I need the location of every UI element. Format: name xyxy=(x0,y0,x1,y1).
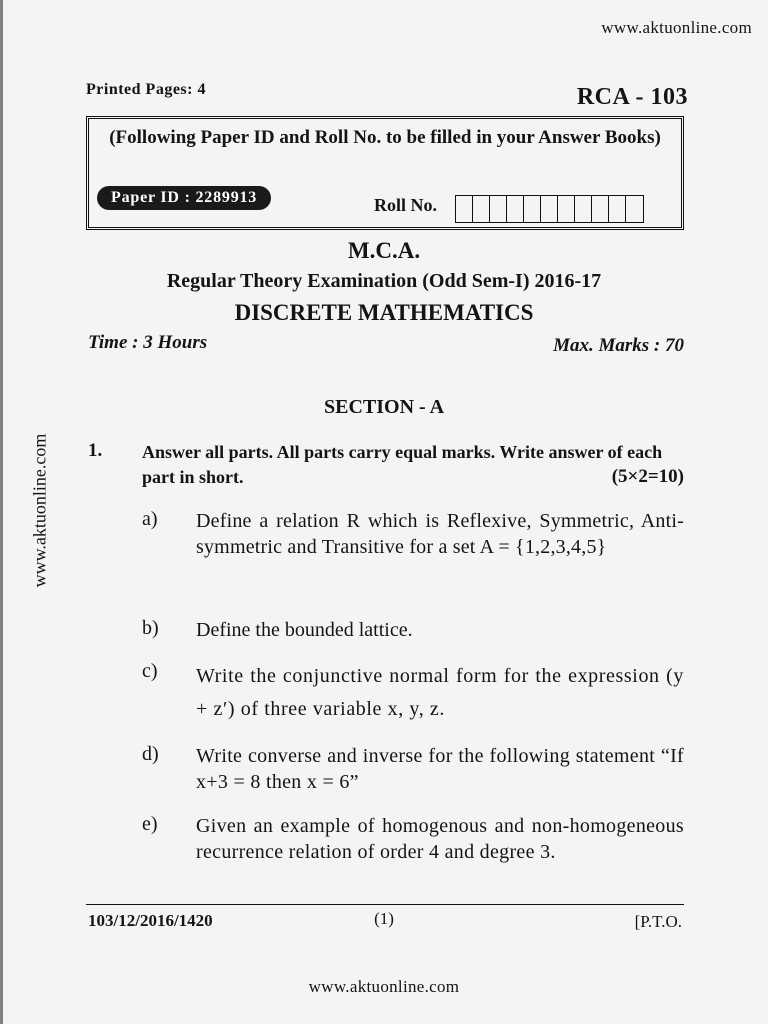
roll-number-box xyxy=(558,196,575,222)
watermark-side: www.aktuonline.com xyxy=(29,433,50,588)
roll-number-box xyxy=(490,196,507,222)
fill-instruction: (Following Paper ID and Roll No. to be filled in your Answer Books) xyxy=(109,127,661,148)
course-name: M.C.A. xyxy=(347,238,421,263)
section-title: SECTION - A xyxy=(323,396,445,418)
roll-number-box xyxy=(575,196,592,222)
part-label: a) xyxy=(142,508,158,530)
part-label: b) xyxy=(142,617,159,639)
footer-code: 103/12/2016/1420 xyxy=(88,911,213,930)
roll-number-box xyxy=(473,196,490,222)
page-number: (1) xyxy=(374,909,394,928)
part-text: Write the conjunctive normal form for the expression (y + z′) of three variable x, y, z. xyxy=(196,665,684,720)
question-number: 1. xyxy=(88,440,103,461)
max-marks: Max. Marks : 70 xyxy=(553,335,684,356)
part-text: Write converse and inverse for the following statement “If x+3 = 8 then x = 6” xyxy=(196,745,684,793)
paper-id-box xyxy=(86,116,684,230)
roll-number-box xyxy=(524,196,541,222)
paper-id-badge: Paper ID : 2289913 xyxy=(97,186,271,210)
roll-number-label: Roll No. xyxy=(374,195,437,215)
question-marks: (5×2=10) xyxy=(611,466,684,487)
roll-number-box xyxy=(507,196,524,222)
part-text: Given an example of homogenous and non-homogeneous recurrence relation of order 4 and degree 3. xyxy=(196,815,684,863)
paper-code: RCA - 103 xyxy=(576,84,688,110)
watermark-bottom: www.aktuonline.com xyxy=(308,977,460,996)
roll-number-box xyxy=(541,196,558,222)
exam-time: Time : 3 Hours xyxy=(88,332,208,353)
part-label: c) xyxy=(142,660,158,682)
question-instructions: Answer all parts. All parts carry equal marks. Write answer of each part in short. xyxy=(142,442,663,487)
roll-number-box xyxy=(592,196,609,222)
watermark-top: www.aktuonline.com xyxy=(601,18,752,37)
part-label: e) xyxy=(142,813,158,835)
part-label: d) xyxy=(142,743,159,765)
subject-title: DISCRETE MATHEMATICS xyxy=(234,300,534,325)
footer-rule xyxy=(86,904,684,905)
scan-edge xyxy=(0,0,3,1024)
part-text: Define the bounded lattice. xyxy=(196,619,413,641)
part-text: Define a relation R which is Reflexive, Symmetric, Anti-symmetric and Transitive for a set A = {1,2,3,4,5} xyxy=(196,510,684,558)
printed-pages: Printed Pages: 4 xyxy=(86,81,206,98)
roll-number-box xyxy=(609,196,626,222)
pto-note: [P.T.O. xyxy=(634,912,682,931)
exam-title: Regular Theory Examination (Odd Sem-I) 2016-17 xyxy=(166,270,602,292)
roll-number-box xyxy=(456,196,473,222)
roll-number-box xyxy=(626,196,643,222)
roll-number-boxes xyxy=(455,195,644,223)
